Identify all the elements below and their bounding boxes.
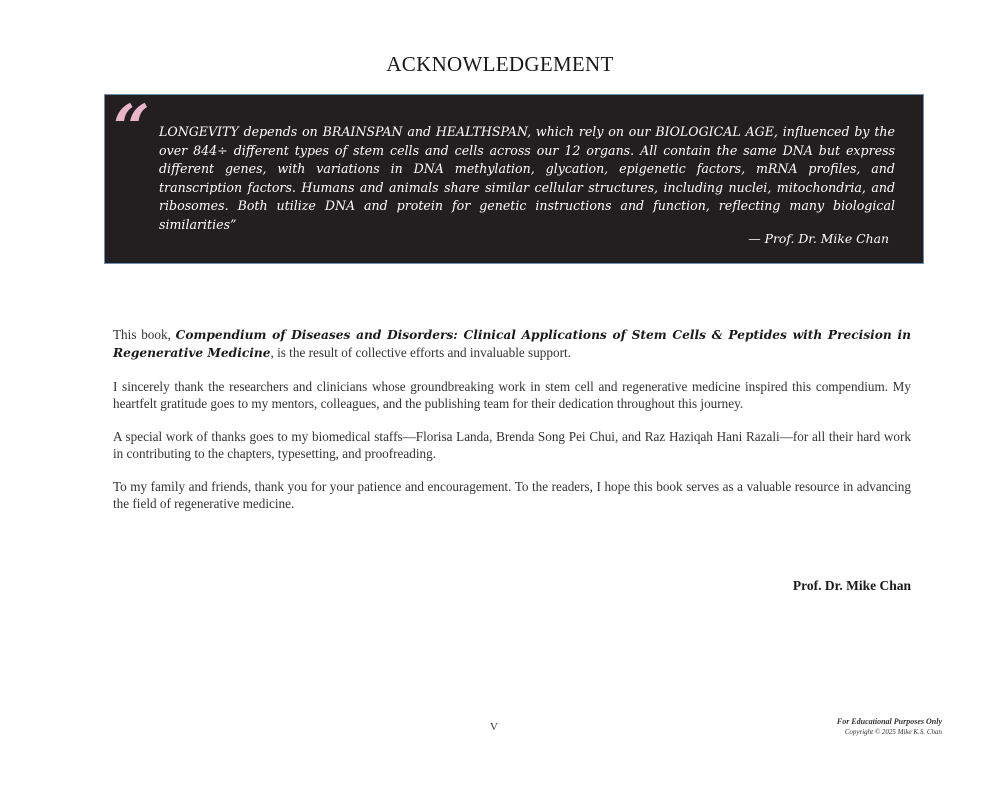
quote-box: [104, 91, 924, 264]
paragraph-thanks-staff: A special work of thanks goes to my biomedical staffs—Florisa Landa, Brenda Song Pei Chui, and Raz Haziqah Hani Razali—for all their hard work in contributing to the chapters, typesetting, and proofreading.: [113, 429, 911, 461]
acknowledgement-body: [113, 326, 911, 528]
quote-attribution: — Prof. Dr. Mike Chan: [748, 231, 889, 246]
page-number: V: [490, 721, 498, 733]
quote-text: LONGEVITY depends on BRAINSPAN and HEALTHSPAN, which rely on our BIOLOGICAL AGE, influenced by the over 844÷ different types of stem cells and cells across our 12 organs. All contain the same DNA but express different genes, with variations in DNA methylation, glycation, epigenetic factors, mRNA profiles, and transcription factors. Humans and animals share similar cellular structures, including nuclei, mitochondria, and ribosomes. Both utilize DNA and protein for genetic instructions and function, reflecting many biological similarities”: [159, 124, 895, 232]
quote-mark-icon: “: [113, 91, 150, 166]
footer-copyright: Copyright © 2025 Mike K.S. Chan: [844, 728, 942, 736]
paragraph-intro-lead: This book,: [113, 327, 176, 342]
footer-disclaimer: For Educational Purposes Only: [836, 717, 942, 726]
footer-note: [837, 716, 942, 738]
author-signature: Prof. Dr. Mike Chan: [792, 578, 911, 593]
paragraph-thanks-family: To my family and friends, thank you for your patience and encouragement. To the readers, I hope this book serves as a valuable resource in advancing the field of regenerative medicine.: [113, 479, 911, 511]
book-title: Compendium of Diseases and Disorders: Clinical Applications of Stem Cells & Peptides with Precision in Regenerative Medicine: [113, 328, 911, 360]
page-title: ACKNOWLEDGEMENT: [386, 52, 614, 76]
paragraph-thanks-researchers: I sincerely thank the researchers and clinicians whose groundbreaking work in stem cell and regenerative medicine inspired this compendium. My heartfelt gratitude goes to my mentors, colleagues, and the publishing team for their dedication throughout this journey.: [113, 379, 911, 411]
paragraph-intro-rest: , is the result of collective efforts and invaluable support.: [270, 345, 571, 360]
paragraph-intro: [113, 326, 911, 362]
